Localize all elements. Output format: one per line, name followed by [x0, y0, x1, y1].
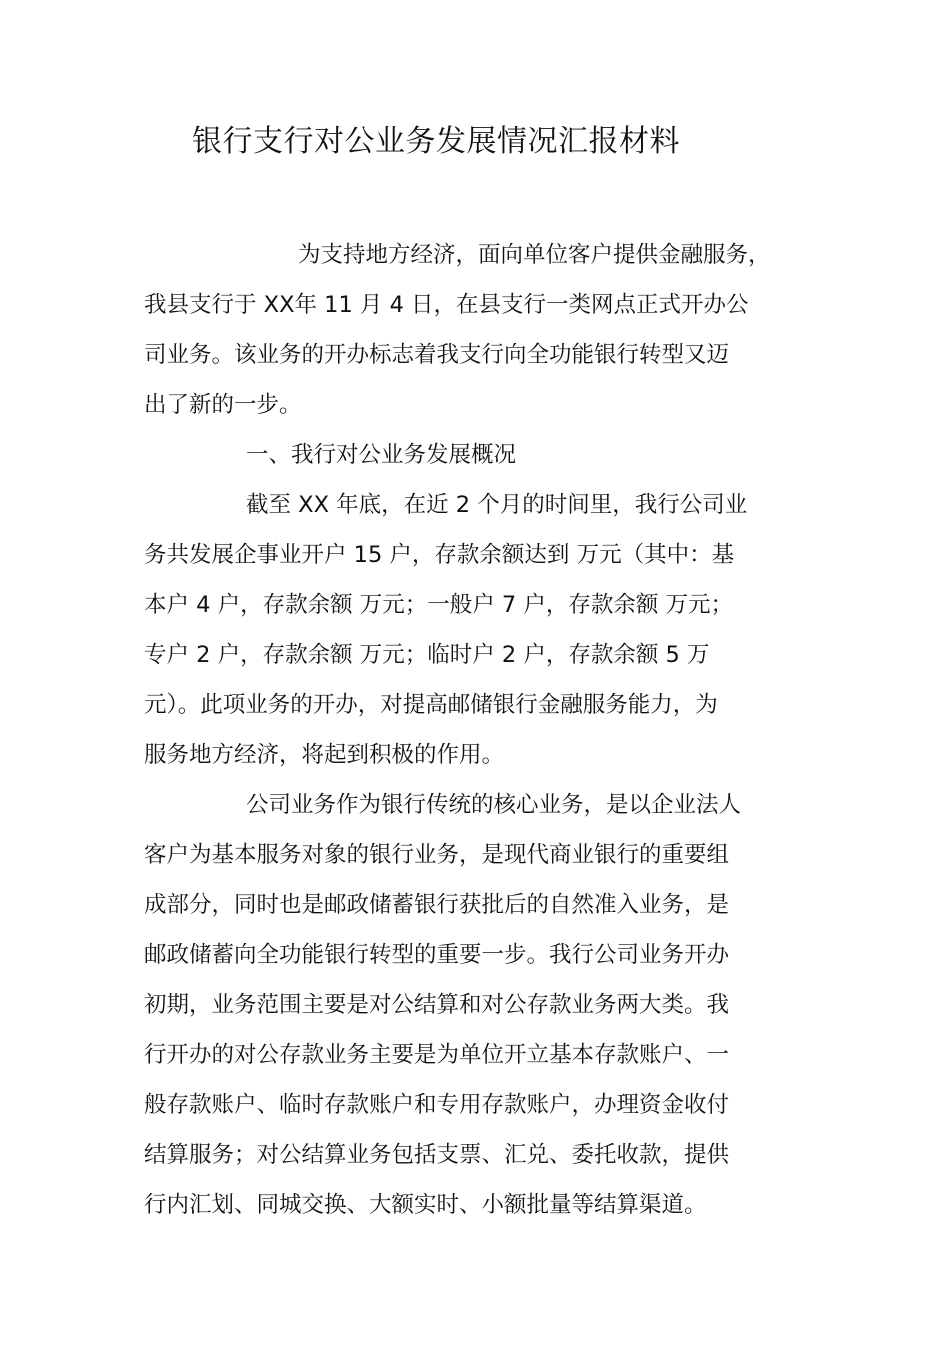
- paragraph-line: 行内汇划、同城交换、大额实时、小额批量等结算渠道。: [144, 1192, 707, 1218]
- paragraph-line: 我县支行于 XX年 11 月 4 日，在县支行一类网点正式开办公: [144, 292, 749, 318]
- paragraph-line: 般存款账户、临时存款账户和专用存款账户，办理资金收付: [144, 1092, 730, 1118]
- section-heading: 一、我行对公业务发展概况: [246, 442, 517, 468]
- paragraph-line: 公司业务作为银行传统的核心业务，是以企业法人: [246, 792, 742, 818]
- paragraph-line: 客户为基本服务对象的银行业务，是现代商业银行的重要组: [144, 842, 730, 868]
- paragraph-line: 初期，业务范围主要是对公结算和对公存款业务两大类。我: [144, 992, 730, 1018]
- paragraph-line: 出了新的一步。: [144, 392, 302, 418]
- paragraph-line: 司业务。该业务的开办标志着我支行向全功能银行转型又迈: [144, 342, 730, 368]
- paragraph-line: 行开办的对公存款业务主要是为单位开立基本存款账户、一: [144, 1042, 730, 1068]
- paragraph-line: 截至 XX 年底，在近 2 个月的时间里，我行公司业: [246, 492, 748, 518]
- paragraph-line: 结算服务；对公结算业务包括支票、汇兑、委托收款，提供: [144, 1142, 730, 1168]
- paragraph-line: 专户 2 户，存款余额 万元；临时户 2 户，存款余额 5 万: [144, 642, 710, 668]
- paragraph-line: 本户 4 户，存款余额 万元；一般户 7 户，存款余额 万元；: [144, 592, 734, 618]
- paragraph-line: 为支持地方经济，面向单位客户提供金融服务，: [298, 242, 771, 268]
- paragraph-line: 务共发展企事业开户 15 户，存款余额达到 万元（其中：基: [144, 542, 735, 568]
- paragraph-line: 邮政储蓄向全功能银行转型的重要一步。我行公司业务开办: [144, 942, 730, 968]
- paragraph-line: 成部分，同时也是邮政储蓄银行获批后的自然准入业务，是: [144, 892, 730, 918]
- paragraph-line: 服务地方经济，将起到积极的作用。: [144, 742, 505, 768]
- document-title: 银行支行对公业务发展情况汇报材料: [192, 124, 680, 159]
- paragraph-line: 元）。此项业务的开办，对提高邮储银行金融服务能力，为: [144, 692, 718, 718]
